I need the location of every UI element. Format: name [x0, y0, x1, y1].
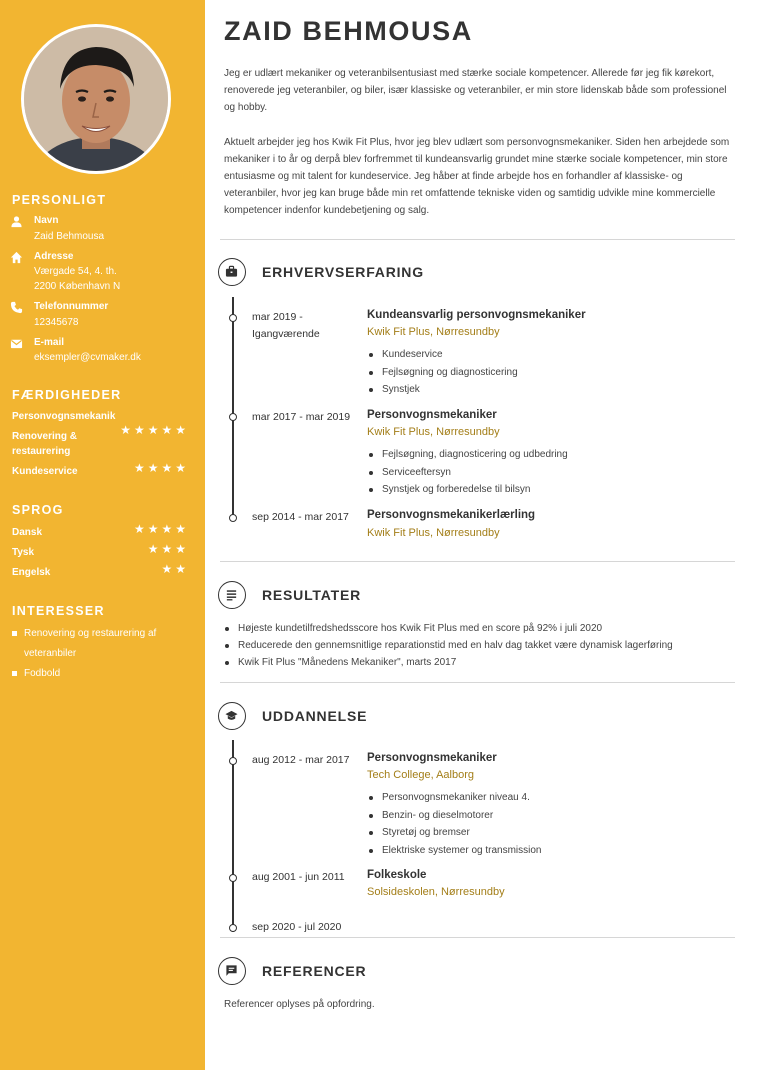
references-heading: REFERENCER [262, 963, 367, 979]
skill-name: Kundeservice [12, 466, 78, 477]
timeline-line [232, 740, 234, 932]
divider [220, 239, 735, 240]
entry-date: sep 2020 - jul 2020 [252, 921, 342, 933]
address-label: Adresse [34, 251, 74, 262]
list-icon [218, 581, 246, 609]
entry-org: Tech College, Aalborg [367, 769, 475, 781]
graduation-cap-icon [218, 702, 246, 730]
list-item: Synstjek [367, 381, 518, 399]
language-name: Dansk [12, 527, 43, 538]
profile-photo [21, 24, 171, 174]
entry-date: aug 2012 - mar 2017 [252, 754, 350, 766]
list-item: Højeste kundetilfredshedsscore hos Kwik Fit Plus med en score på 92% i juli 2020 [224, 620, 673, 637]
language-rating: ★★ [161, 562, 189, 576]
chat-icon [218, 957, 246, 985]
briefcase-icon [218, 258, 246, 286]
timeline-dot [229, 874, 237, 882]
entry-title: Kundeansvarlig personvognsmekaniker [367, 309, 586, 321]
entry-title: Personvognsmekanikerlærling [367, 509, 536, 521]
entry-bullets [367, 789, 542, 859]
email-value: eksempler@cvmaker.dk [34, 352, 141, 363]
results-list [224, 620, 673, 671]
entry-date: sep 2014 - mar 2017 [252, 511, 349, 523]
entry-date: aug 2001 - jun 2011 [252, 871, 345, 883]
experience-heading: ERHVERVSERFARING [262, 264, 424, 280]
interest-item: Renovering og restaurering af veteranbiler [12, 624, 197, 664]
square-bullet-icon [12, 631, 17, 636]
timeline-dot [229, 924, 237, 932]
entry-bullets [367, 446, 568, 499]
timeline-line [232, 297, 234, 519]
language-name: Engelsk [12, 567, 51, 578]
divider [220, 682, 735, 683]
profile-paragraph: Jeg er udlært mekaniker og veteranbilsentusiast med stærke sociale kompetencer. Allerede før jeg fik kørekort, renoverede jeg veteranbiler, og biler, især klassiske og veteranbiler, er min store lidenskab både som professionel og hobby. [224, 68, 727, 113]
skill-name: Personvognsmekanik [12, 411, 116, 422]
entry-org: Kwik Fit Plus, Nørresundby [367, 527, 500, 539]
entry-date: mar 2019 - Igangværende [252, 311, 320, 340]
list-item: Benzin- og dieselmotorer [367, 807, 542, 825]
list-item: Synstjek og forberedelse til bilsyn [367, 481, 568, 499]
phone-label: Telefonnummer [34, 301, 109, 312]
interests-heading: INTERESSER [12, 604, 105, 618]
entry-org: Solsideskolen, Nørresundby [367, 886, 505, 898]
language-rating: ★★★★ [133, 522, 189, 536]
personal-heading: PERSONLIGT [12, 193, 107, 207]
home-icon [10, 251, 23, 264]
email-label: E-mail [34, 337, 65, 348]
list-item: Personvognsmekaniker niveau 4. [367, 789, 542, 807]
skills-heading: FÆRDIGHEDER [12, 388, 122, 402]
skill-name: Renovering & restaurering [12, 431, 78, 457]
phone-icon [10, 301, 23, 314]
entry-bullets [367, 346, 518, 399]
entry-title: Personvognsmekaniker [367, 752, 497, 764]
entry-org: Kwik Fit Plus, Nørresundby [367, 426, 500, 438]
list-item: Kundeservice [367, 346, 518, 364]
results-heading: RESULTATER [262, 587, 361, 603]
list-item: Serviceeftersyn [367, 464, 568, 482]
list-item: Styretøj og bremser [367, 824, 542, 842]
profile-paragraph: Aktuelt arbejder jeg hos Kwik Fit Plus, hvor jeg blev udlært som personvognsmekaniker. Siden hen arbejdede som mekaniker i to år og derpå blev forfremmet til kundeansvarlig grundet mine stærke sociale kompetencer, min store entusiasme og mit talent for kundeservice. Jeg håber at finde arbejde hos en forhandler af klassiske- og veteranbiler, hvor jeg kan bruge både min ret omfattende tekniske viden og samtidig udvikle mine kommercielle kompetencer indenfor kundebetjening og salg. [224, 137, 730, 216]
languages-heading: SPROG [12, 503, 64, 517]
candidate-name: ZAID BEHMOUSA [224, 16, 473, 46]
list-item: Kwik Fit Plus "Månedens Mekaniker", marts 2017 [224, 654, 673, 671]
address-line-1: Værgade 54, 4. th. [34, 266, 117, 277]
list-item: Reducerede den gennemsnitlige reparationstid med en halv dag takket være dynamisk lagerføring [224, 637, 673, 654]
address-line-2: 2200 København N [34, 281, 121, 292]
timeline-dot [229, 757, 237, 765]
entry-org: Kwik Fit Plus, Nørresundby [367, 326, 500, 338]
square-bullet-icon [12, 671, 17, 676]
timeline-dot [229, 514, 237, 522]
user-icon [10, 215, 23, 228]
language-name: Tysk [12, 547, 35, 558]
list-item: Fejlsøgning og diagnosticering [367, 364, 518, 382]
email-icon [10, 337, 23, 350]
entry-title: Folkeskole [367, 869, 427, 881]
name-value: Zaid Behmousa [34, 231, 105, 242]
sidebar [0, 0, 205, 1070]
references-text: Referencer oplyses på opfordring. [224, 999, 375, 1010]
timeline-dot [229, 413, 237, 421]
list-item: Fejlsøgning, diagnosticering og udbedring [367, 446, 568, 464]
divider [220, 937, 735, 938]
language-rating: ★★★ [147, 542, 189, 556]
phone-value: 12345678 [34, 317, 79, 328]
interest-item: Fodbold [12, 664, 197, 684]
entry-title: Personvognsmekaniker [367, 409, 497, 421]
skill-rating: ★★★★ [133, 461, 189, 475]
name-label: Navn [34, 215, 59, 226]
main-content [205, 0, 757, 1070]
education-heading: UDDANNELSE [262, 708, 368, 724]
skill-rating: ★★★★★ [120, 423, 189, 437]
list-item: Elektriske systemer og transmission [367, 842, 542, 860]
timeline-dot [229, 314, 237, 322]
divider [220, 561, 735, 562]
entry-date: mar 2017 - mar 2019 [252, 411, 351, 423]
